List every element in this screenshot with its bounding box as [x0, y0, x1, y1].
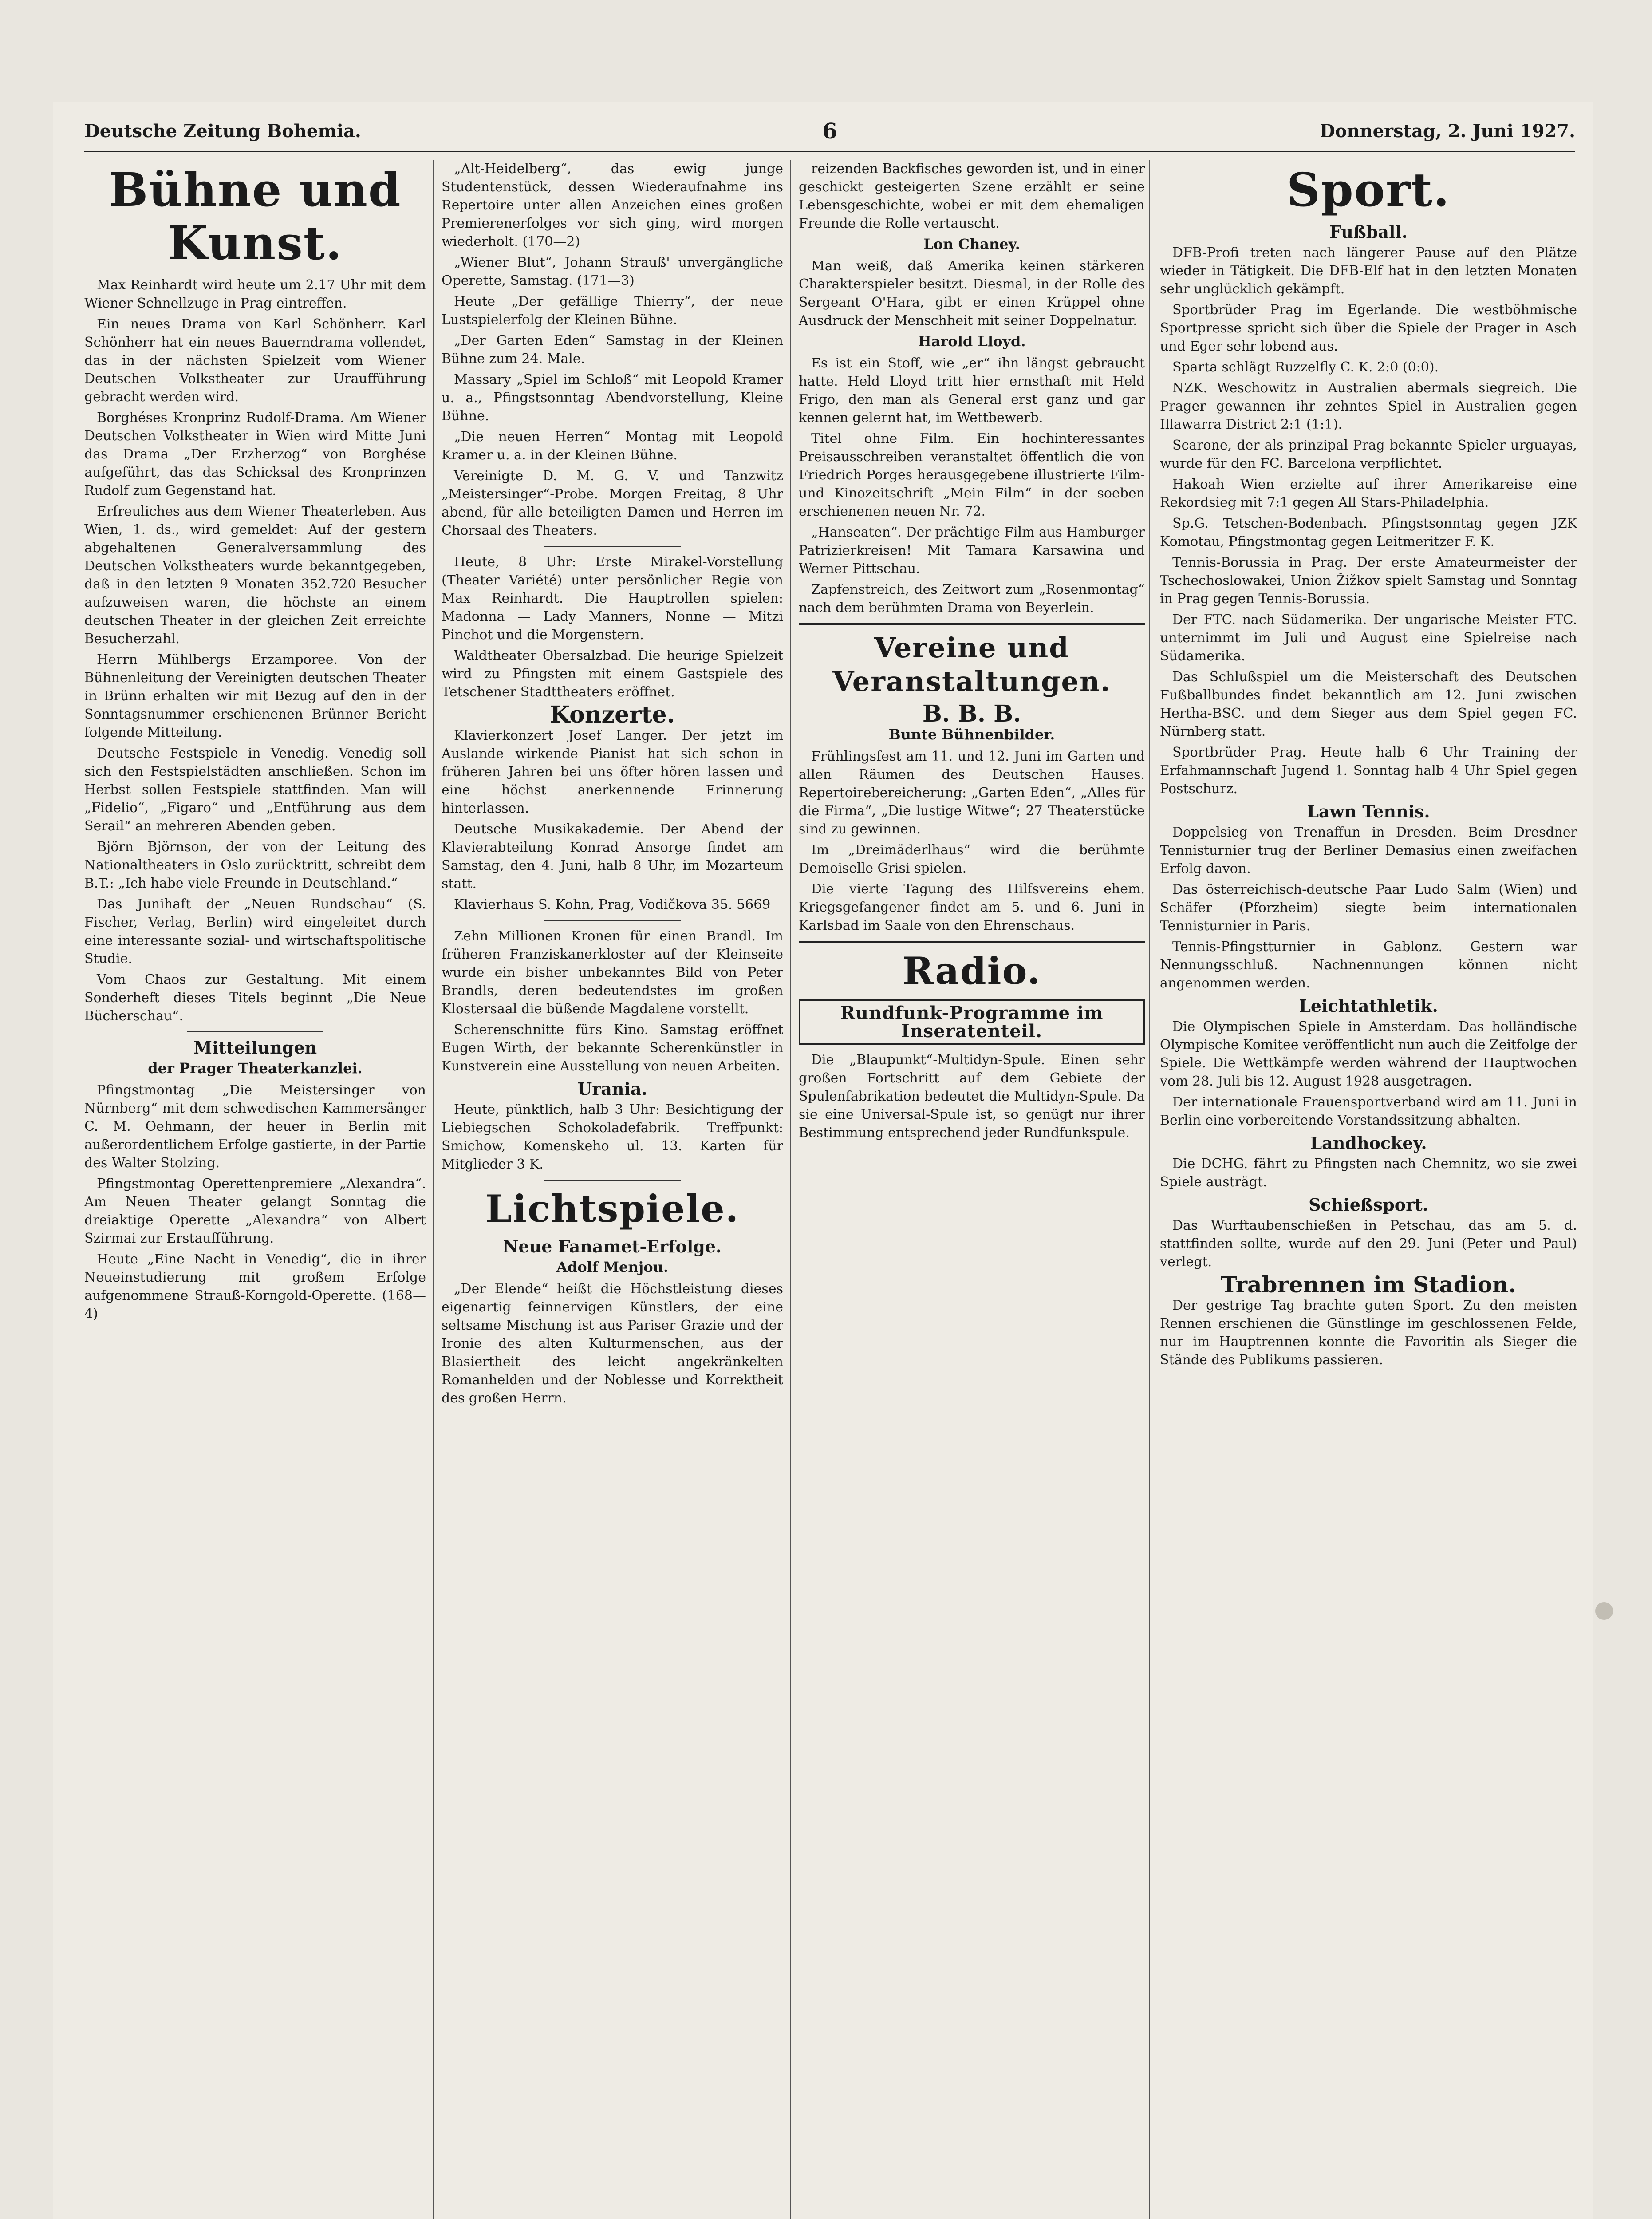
article-paragraph: Sp.G. Tetschen-Bodenbach. Pfingstsonntag gegen JZK Komotau, Pfingstmontag gegen Leitmeritzer F. K.	[1160, 516, 1577, 549]
article-paragraph: DFB-Profi treten nach längerer Pause auf den Plätze wieder in Tätigkeit. Die DFB-Elf hat in den letzten Monaten sehr unglücklich gekämpft.	[1160, 245, 1577, 297]
page-header	[84, 111, 1575, 152]
subsection-title: Leichtathletik.	[1299, 996, 1438, 1016]
paper-stain	[1595, 1602, 1613, 1620]
article-paragraph: Der FTC. nach Südamerika. Der ungarische Meister FTC. unternimmt im Juli und August eine Spielreise nach Südamerika.	[1160, 612, 1577, 664]
article-paragraph: „Alt-Heidelberg“, das ewig junge Studentenstück, dessen Wiederaufnahme ins Repertoire unter allen Anzeichen eines großen Premierenerfolges vor sich ging, wird morgen wiederholt. (170—2)	[442, 161, 783, 249]
article-paragraph: „Der Elende“ heißt die Höchstleistung dieses eigenartig feinnervigen Künstlers, der eine seltsame Mischung ist aus Pariser Grazie und der Ironie des alten Kulturmenschen, aus der Blasiertheit des leicht angekränkelten Romanhelden und der Noblesse und Korrektheit des großen Herrn.	[442, 1281, 783, 1406]
article-paragraph: Erfreuliches aus dem Wiener Theaterleben. Aus Wien, 1. ds., wird gemeldet: Auf der gestern abgehaltenen Generalversammlung des Deutschen Volkstheaters wurde bekanntgegeben, daß in den letzten 9 Monaten 352.720 Besucher aufzuweisen waren, die höchste an einem deutschen Theater in der gleichen Zeit erreichte Besucherzahl.	[84, 504, 426, 647]
article-paragraph: Massary „Spiel im Schloß“ mit Leopold Kramer u. a., Pfingstsonntag Abendvorstellung, Kleine Bühne.	[442, 372, 783, 424]
article-paragraph: „Die neuen Herren“ Montag mit Leopold Kramer u. a. in der Kleinen Bühne.	[442, 429, 783, 463]
section-title-concerts: Konzerte.	[550, 701, 675, 728]
article-paragraph: Die DCHG. fährt zu Pfingsten nach Chemnitz, wo sie zwei Spiele austrägt.	[1160, 1156, 1577, 1190]
subsection-title: Schießsport.	[1309, 1195, 1428, 1215]
article-title: Harold Lloyd.	[918, 333, 1026, 350]
article-paragraph: Die Olympischen Spiele in Amsterdam. Das holländische Olympische Komitee veröffentlicht nun auch die Zeitfolge der Spiele. Die Wettkämpfe werden während der Hauptwochen vom 28. Juli bis 12. August 1928 ausgetragen.	[1160, 1019, 1577, 1089]
column-film-clubs-radio	[790, 160, 1145, 2219]
article-paragraph: Heute „Eine Nacht in Venedig“, die in ihrer Neueinstudierung mit großem Erfolge aufgenommene Strauß-Korngold-Operette. (168—4)	[84, 1252, 426, 1322]
article-paragraph: Deutsche Festspiele in Venedig. Venedig soll sich den Festspielstädten anschließen. Schon im Herbst sollen Festspiele stattfinden. Man will „Fidelio“, „Figaro“ und „Entführung aus dem Serail“ an mehreren Abenden geben.	[84, 746, 426, 834]
subsection-subtitle: der Prager Theaterkanzlei.	[148, 1060, 363, 1077]
subsection-title: Mitteilungen	[193, 1038, 317, 1058]
newspaper-page	[53, 102, 1593, 2219]
article-paragraph: Heute, 8 Uhr: Erste Mirakel-Vorstellung (Theater Variété) unter persönlicher Regie von Max Reinhardt. Die Hauptrollen spielen: Madonna — Lady Manners, Nonne — Mitzi Pinchot und die Morgenstern.	[442, 554, 783, 643]
article-paragraph: Die vierte Tagung des Hilfsvereins ehem. Kriegsgefangener findet am 5. und 6. Juni in Karlsbad im Saale von den Ehrenschaus.	[799, 881, 1145, 933]
article-paragraph: „Hanseaten“. Der prächtige Film aus Hamburger Patrizierkreisen! Mit Tamara Karsawina und Werner Pittschau.	[799, 525, 1145, 576]
article-paragraph: Man weiß, daß Amerika keinen stärkeren Charakterspieler besitzt. Diesmal, in der Rolle des Sergeant O'Hara, gibt er einen Krüppel ohne Ausdruck der Menschheit mit seiner Doppelnatur.	[799, 258, 1145, 328]
article-paragraph: Das Schlußspiel um die Meisterschaft des Deutschen Fußballbundes findet bekanntlich am 12. Juni zwischen Hertha-BSC. und dem Sieger aus dem Spiel gegen FC. Nürnberg statt.	[1160, 669, 1577, 739]
article-paragraph: Tennis-Borussia in Prag. Der erste Amateurmeister der Tschechoslowakei, Union Žižkov spielt Samstag und Sonntag in Prag gegen Tennis-Borussia.	[1160, 555, 1577, 607]
section-title-radio: Radio.	[902, 949, 1041, 993]
article-paragraph: Scarone, der als prinzipal Prag bekannte Spieler urguayas, wurde für den FC. Barcelona verpflichtet.	[1160, 438, 1577, 471]
article-paragraph: „Wiener Blut“, Johann Strauß' unvergängliche Operette, Samstag. (171—3)	[442, 255, 783, 288]
section-title-theater: Bühne und Kunst.	[109, 162, 402, 270]
article-paragraph: Waldtheater Obersalzbad. Die heurige Spielzeit wird zu Pfingsten mit einem Gastspiele des Tetschener Stadttheaters eröffnet.	[442, 648, 783, 700]
article-paragraph: Klavierkonzert Josef Langer. Der jetzt im Auslande wirkende Pianist hat sich schon in früheren Jahren bei uns öfter hören lassen und eine höchst anerkennende Erinnerung hinterlassen.	[442, 728, 783, 816]
divider	[799, 941, 1145, 943]
page-number: 6	[822, 119, 837, 144]
club-subtitle: Bunte Bühnenbilder.	[888, 726, 1055, 743]
article-paragraph: Max Reinhardt wird heute um 2.17 Uhr mit dem Wiener Schnellzuge in Prag eintreffen.	[84, 277, 426, 311]
subsection-title: Lawn Tennis.	[1307, 802, 1430, 821]
article-paragraph: Hakoah Wien erzielte auf ihrer Amerikareise eine Rekordsieg mit 7:1 gegen All Stars-Philadelphia.	[1160, 477, 1577, 510]
article-paragraph: „Der Garten Eden“ Samstag in der Kleinen Bühne zum 24. Male.	[442, 333, 783, 367]
divider	[544, 920, 681, 921]
article-paragraph: NZK. Weschowitz in Australien abermals siegreich. Die Prager gewannen ihr zehntes Spiel in Australien gegen Illawarra District 2:1 (1:1).	[1160, 380, 1577, 432]
section-title-clubs: Vereine und Veranstaltungen.	[832, 632, 1111, 698]
divider	[544, 1180, 681, 1181]
subsection-title: Trabrennen im Stadion.	[1221, 1271, 1516, 1298]
article-paragraph: Tennis-Pfingstturnier in Gablonz. Gestern war Nennungsschluß. Nachnennungen können nicht angenommen werden.	[1160, 939, 1577, 991]
article-paragraph: Scherenschnitte fürs Kino. Samstag eröffnet Eugen Wirth, der bekannte Scherenkünstler in Kunstverein eine Ausstellung von neuen Arbeiten.	[442, 1022, 783, 1074]
article-paragraph: Herrn Mühlbergs Erzamporee. Von der Bühnenleitung der Vereinigten deutschen Theater in Brünn erhalten wir mit Bezug auf den in der Sonntagsnummer erschienenen Brünner Bericht folgende Mitteilung.	[84, 652, 426, 740]
article-paragraph: Vom Chaos zur Gestaltung. Mit einem Sonderheft dieses Titels beginnt „Die Neue Bücherschau“.	[84, 972, 426, 1024]
subsection-title: Fußball.	[1329, 222, 1408, 242]
divider	[187, 1031, 323, 1032]
article-paragraph: Zehn Millionen Kronen für einen Brandl. Im früheren Franziskanerkloster auf der Kleinseite wurde ein bisher unbekanntes Bild von Peter Brandls, deren bedeutendstes im großen Klostersaal die büßende Magdalene vorstellt.	[442, 928, 783, 1017]
article-paragraph: Sportbrüder Prag im Egerlande. Die westböhmische Sportpresse spricht sich über die Spiele der Prager in Asch und Eger sehr lobend aus.	[1160, 302, 1577, 354]
article-paragraph: Das Junihaft der „Neuen Rundschau“ (S. Fischer, Verlag, Berlin) wird eingeleitet durch eine interessante sozial- und wirtschaftspolitische Studie.	[84, 896, 426, 967]
article-paragraph: reizenden Backfisches geworden ist, und in einer geschickt gesteigerten Szene erzählt er seine Lebensgeschichte, wobei er mit dem ehemaligen Freunde die Rolle vertauscht.	[799, 161, 1145, 231]
article-paragraph: Björn Björnson, der von der Leitung des Nationaltheaters in Oslo zurücktritt, schreibt dem B.T.: „Ich habe viele Freunde in Deutschland.“	[84, 839, 426, 891]
article-paragraph: Es ist ein Stoff, wie „er“ ihn längst gebraucht hatte. Held Lloyd tritt hier ernsthaft mit Held Frigo, den man als General erst ganz und gar kennen gelernt hat, im Wettbewerb.	[799, 355, 1145, 426]
subsection-title: Neue Fanamet-Erfolge.	[503, 1236, 722, 1256]
article-paragraph: Sparta schlägt Ruzzelfly C. K. 2:0 (0:0).	[1172, 359, 1439, 375]
article-title: Adolf Menjou.	[556, 1259, 668, 1275]
subsection-title: Landhockey.	[1310, 1133, 1427, 1153]
article-paragraph: Borghéses Kronprinz Rudolf-Drama. Am Wiener Deutschen Volkstheater in Wien wird Mitte Juni das Drama „Der Erzherzog“ von Borghése aufgeführt, das das Schicksal des Kronprinzen Rudolf zum Gegenstand hat.	[84, 410, 426, 498]
article-paragraph: Frühlingsfest am 11. und 12. Juni im Garten und allen Räumen des Deutschen Hauses. Repertoirebereicherung: „Garten Eden“, „Alles für die Firma“, „Die lustige Witwe“; 27 Theaterstücke sind zu gewinnen.	[799, 749, 1145, 837]
issue-date: Donnerstag, 2. Juni 1927.	[1320, 121, 1575, 142]
article-paragraph: Heute, pünktlich, halb 3 Uhr: Besichtigung der Liebiegschen Schokoladefabrik. Treffpunkt: Smichow, Komenskeho ul. 13. Karten für Mitglieder 3 K.	[442, 1102, 783, 1172]
divider	[544, 546, 681, 547]
article-paragraph: Das Wurftaubenschießen in Petschau, das am 5. d. stattfinden sollte, wurde auf den 29. Juni (Peter und Paul) verlegt.	[1160, 1218, 1577, 1270]
article-paragraph: Heute „Der gefällige Thierry“, der neue Lustspielerfolg der Kleinen Bühne.	[442, 294, 783, 328]
article-paragraph: Titel ohne Film. Ein hochinteressantes Preisausschreiben veranstaltet öffentlich die von Friedrich Porges herausgegebene illustrierte Film- und Kinozeitschrift „Mein Film“ in der soeben erschienenen neuen Nr. 72.	[799, 431, 1145, 519]
column-theater-concerts	[433, 160, 783, 2219]
section-title-urania: Urania.	[577, 1079, 647, 1099]
article-paragraph: Der gestrige Tag brachte guten Sport. Zu den meisten Rennen erschienen die Günstlinge im geschlossenen Felde, nur im Hauptrennen konnte die Favoritin als Sieger die Stände des Publikums passieren.	[1160, 1298, 1577, 1368]
article-paragraph: Pfingstmontag „Die Meistersinger von Nürnberg“ mit dem schwedischen Kammersänger C. M. Oehmann, der heuer in Berlin mit außerordentlichem Erfolge gastierte, in der Partie des Walter Stolzing.	[84, 1082, 426, 1171]
radio-program-box: Rundfunk-Programme im Inseratenteil.	[799, 999, 1145, 1045]
advertisement-line: Klavierhaus S. Kohn, Prag, Vodičkova 35. 5669	[454, 897, 771, 912]
article-paragraph: Der internationale Frauensportverband wird am 11. Juni in Berlin eine vorbereitende Vorstandssitzung abhalten.	[1160, 1094, 1577, 1128]
article-paragraph: Ein neues Drama von Karl Schönherr. Karl Schönherr hat ein neues Bauerndrama vollendet, das in der nächsten Spielzeit vom Wiener Deutschen Volkstheater zur Uraufführung gebracht werden wird.	[84, 316, 426, 405]
article-paragraph: Pfingstmontag Operettenpremiere „Alexandra“. Am Neuen Theater gelangt Sonntag die dreiaktige Operette „Alexandra“ von Albert Szirmai zur Erstaufführung.	[84, 1176, 426, 1246]
column-theater	[84, 160, 426, 2219]
section-title-cinema: Lichtspiele.	[485, 1187, 739, 1231]
article-paragraph: Vereinigte D. M. G. V. und Tanzwitz „Meistersinger“-Probe. Morgen Freitag, 8 Uhr abend, für alle beteiligten Damen und Herren im Chorsaal des Theaters.	[442, 468, 783, 538]
article-paragraph: Das österreichisch-deutsche Paar Ludo Salm (Wien) und Schäfer (Pforzheim) siegte beim internationalen Tennisturnier in Paris.	[1160, 882, 1577, 934]
section-title-sport: Sport.	[1286, 162, 1451, 217]
article-paragraph: Im „Dreimäderlhaus“ wird die berühmte Demoiselle Grisi spielen.	[799, 842, 1145, 876]
article-paragraph: Die „Blaupunkt“-Multidyn-Spule. Einen sehr großen Fortschritt auf dem Gebiete der Spulenfabrikation bedeutet die Multidyn-Spule. Da sie eine Universal-Spule ist, so genügt nur ihrer Bestimmung entsprechend jeder Rundfunkspule.	[799, 1052, 1145, 1141]
newspaper-name: Deutsche Zeitung Bohemia.	[84, 121, 361, 142]
article-paragraph: Deutsche Musikakademie. Der Abend der Klavierabteilung Konrad Ansorge findet am Samstag, den 4. Juni, halb 8 Uhr, im Mozarteum statt.	[442, 821, 783, 892]
article-paragraph: Sportbrüder Prag. Heute halb 6 Uhr Training der Erfahmannschaft Jugend 1. Sonntag halb 4 Uhr Spiel gegen Postschurz.	[1160, 745, 1577, 797]
club-name: B. B. B.	[922, 700, 1021, 727]
article-paragraph: Doppelsieg von Trenaffun in Dresden. Beim Dresdner Tennisturnier trug der Berliner Demasius einen zweifachen Erfolg davon.	[1160, 825, 1577, 877]
article-paragraph: Zapfenstreich, des Zeitwort zum „Rosenmontag“ nach dem berühmten Drama von Beyerlein.	[799, 582, 1145, 616]
column-sport	[1149, 160, 1577, 2219]
article-title: Lon Chaney.	[923, 236, 1020, 253]
divider	[799, 623, 1145, 625]
